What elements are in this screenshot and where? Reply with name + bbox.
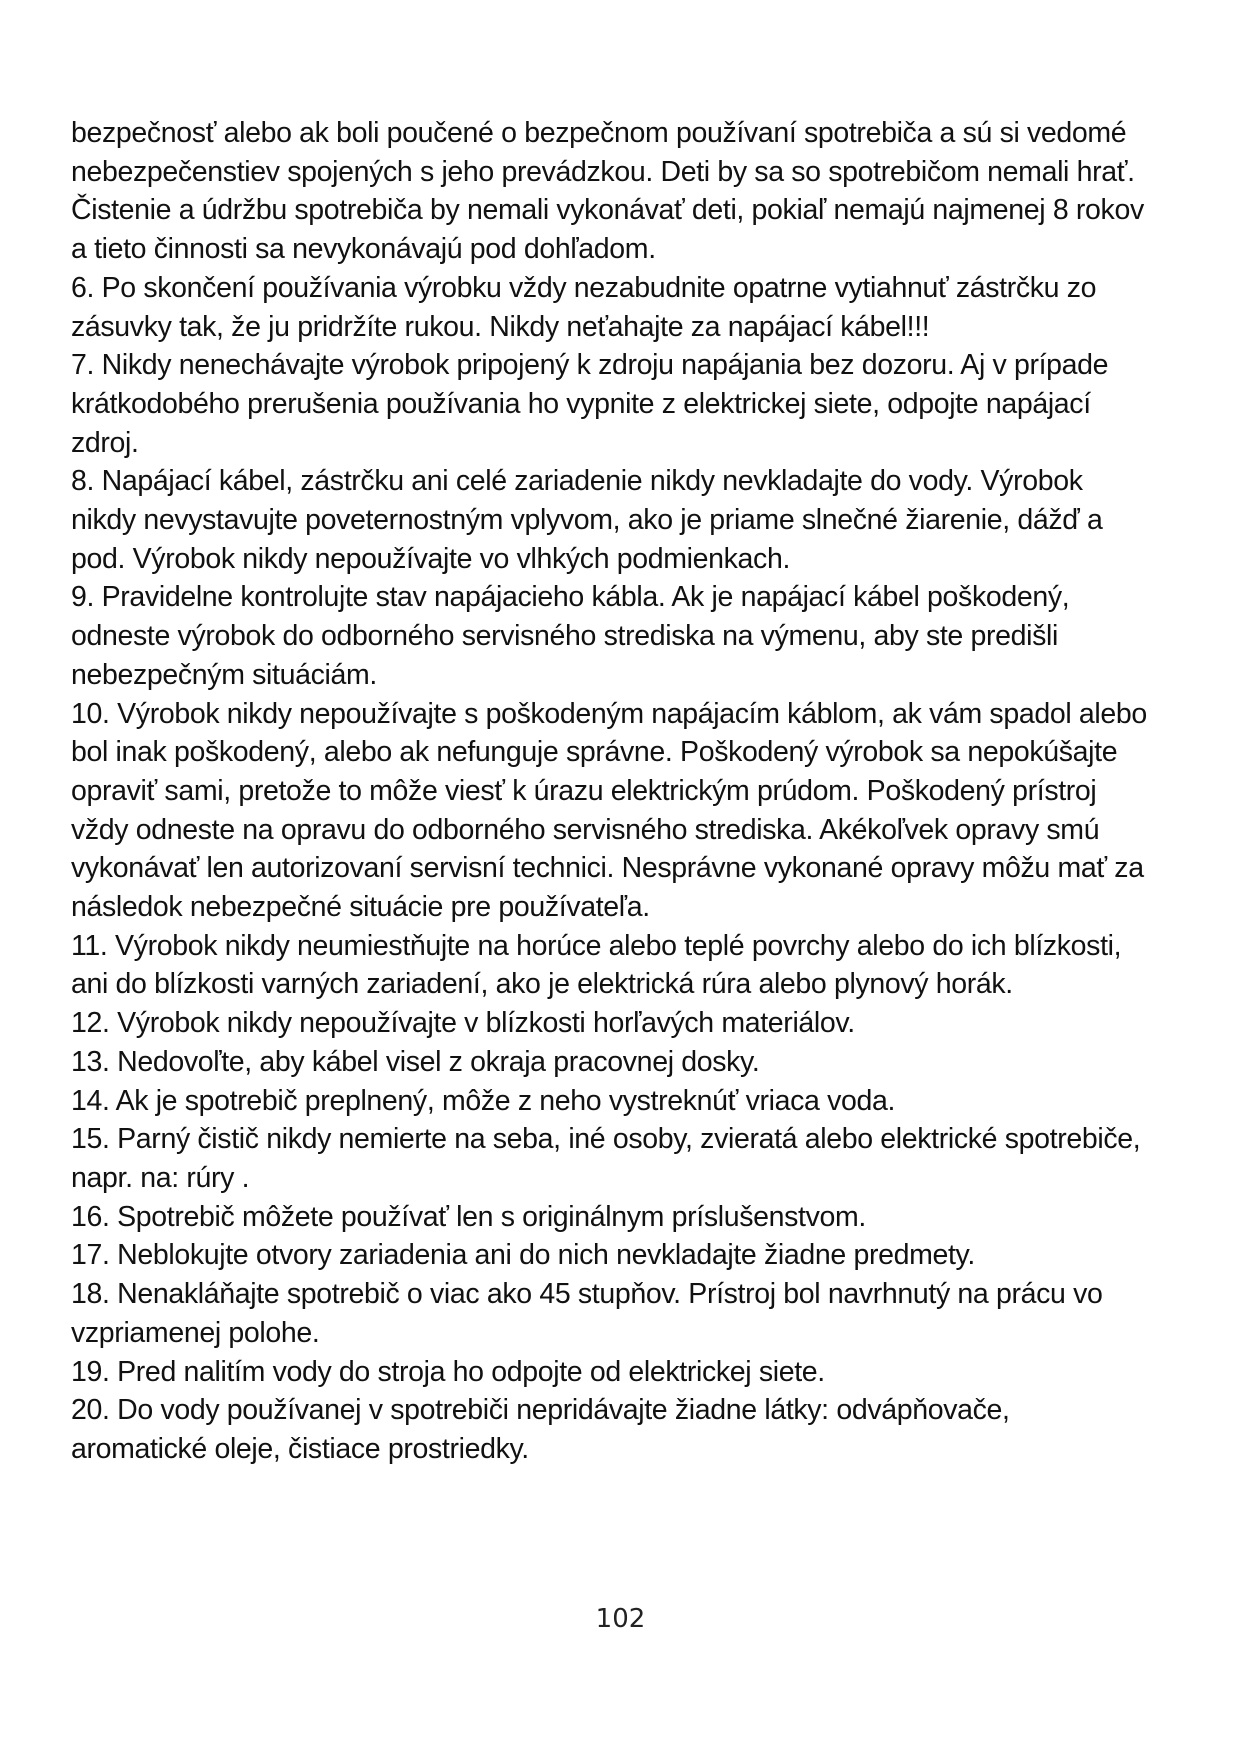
text-line: bezpečnosť alebo ak boli poučené o bezpečnom používaní spotrebiča a sú si vedomé bbox=[71, 117, 1127, 149]
text-line: krátkodobého prerušenia používania ho vypnite z elektrickej siete, odpojte napájací bbox=[71, 387, 1091, 420]
text-line: bol inak poškodený, alebo ak nefunguje správne. Poškodený výrobok sa nepokúšajte bbox=[71, 736, 1118, 769]
text-line: 15. Parný čistič nikdy nemierte na seba, iné osoby, zvieratá alebo elektrické spotrebiče, bbox=[71, 1123, 1141, 1156]
text-line: 12. Výrobok nikdy nepoužívajte v blízkosti horľavých materiálov. bbox=[71, 1007, 855, 1040]
text-line: Čistenie a údržbu spotrebiča by nemali vykonávať deti, pokiaľ nemajú najmenej 8 rokov bbox=[71, 194, 1144, 227]
text-line: 17. Neblokujte otvory zariadenia ani do nich nevkladajte žiadne predmety. bbox=[71, 1239, 975, 1272]
text-line: 18. Nenakláňajte spotrebič o viac ako 45 stupňov. Prístroj bol navrhnutý na prácu vo bbox=[71, 1278, 1103, 1311]
text-line: 19. Pred nalitím vody do stroja ho odpojte od elektrickej siete. bbox=[71, 1355, 825, 1388]
page-number: 102 bbox=[595, 1604, 646, 1634]
text-line: ani do blízkosti varných zariadení, ako je elektrická rúra alebo plynový horák. bbox=[71, 968, 1013, 1001]
text-line: aromatické oleje, čistiace prostriedky. bbox=[71, 1432, 529, 1465]
text-line: 7. Nikdy nenechávajte výrobok pripojený k zdroju napájania bez dozoru. Aj v prípade bbox=[71, 349, 1109, 382]
text-line: 14. Ak je spotrebič preplnený, môže z neho vystreknúť vriaca voda. bbox=[71, 1084, 896, 1117]
text-line: opraviť sami, pretože to môže viesť k úrazu elektrickým prúdom. Poškodený prístroj bbox=[71, 774, 1097, 807]
text-line: zásuvky tak, že ju pridržíte rukou. Nikdy neťahajte za napájací kábel!!! bbox=[71, 310, 930, 343]
text-line: nikdy nevystavujte poveternostným vplyvom, ako je priame slnečné žiarenie, dážď a bbox=[71, 504, 1103, 537]
text-line: nebezpečným situáciám. bbox=[71, 658, 377, 691]
text-line: 6. Po skončení používania výrobku vždy nezabudnite opatrne vytiahnuť zástrčku zo bbox=[71, 271, 1097, 304]
text-line: nebezpečenstiev spojených s jeho prevádzkou. Deti by sa so spotrebičom nemali hrať. bbox=[71, 155, 1135, 188]
text-line: 11. Výrobok nikdy neumiestňujte na horúce alebo teplé povrchy alebo do ich blízkosti, bbox=[71, 929, 1122, 962]
text-line: vždy odneste na opravu do odborného servisného strediska. Akékoľvek opravy smú bbox=[71, 813, 1100, 846]
text-line: vykonávať len autorizovaní servisní technici. Nesprávne vykonané opravy môžu mať za bbox=[71, 852, 1144, 885]
text-line: 9. Pravidelne kontrolujte stav napájacieho kábla. Ak je napájací kábel poškodený, bbox=[71, 581, 1070, 614]
text-line: 13. Nedovoľte, aby kábel visel z okraja pracovnej dosky. bbox=[71, 1045, 760, 1078]
text-line: vzpriamenej polohe. bbox=[71, 1316, 320, 1349]
text-line: 10. Výrobok nikdy nepoužívajte s poškodeným napájacím káblom, ak vám spadol alebo bbox=[71, 697, 1147, 730]
text-line: pod. Výrobok nikdy nepoužívajte vo vlhkých podmienkach. bbox=[71, 542, 791, 575]
text-line: 8. Napájací kábel, zástrčku ani celé zariadenie nikdy nevkladajte do vody. Výrobok bbox=[71, 465, 1083, 498]
document-text bbox=[71, 114, 1161, 1469]
text-line: a tieto činnosti sa nevykonávajú pod dohľadom. bbox=[71, 233, 656, 266]
text-line: následok nebezpečné situácie pre používateľa. bbox=[71, 891, 650, 924]
text-line: zdroj. bbox=[71, 426, 139, 459]
text-line: 16. Spotrebič môžete používať len s originálnym príslušenstvom. bbox=[71, 1200, 866, 1233]
text-line: napr. na: rúry . bbox=[71, 1161, 250, 1194]
text-line: 20. Do vody používanej v spotrebiči nepridávajte žiadne látky: odvápňovače, bbox=[71, 1394, 1010, 1427]
text-line: odneste výrobok do odborného servisného strediska na výmenu, aby ste predišli bbox=[71, 620, 1058, 653]
